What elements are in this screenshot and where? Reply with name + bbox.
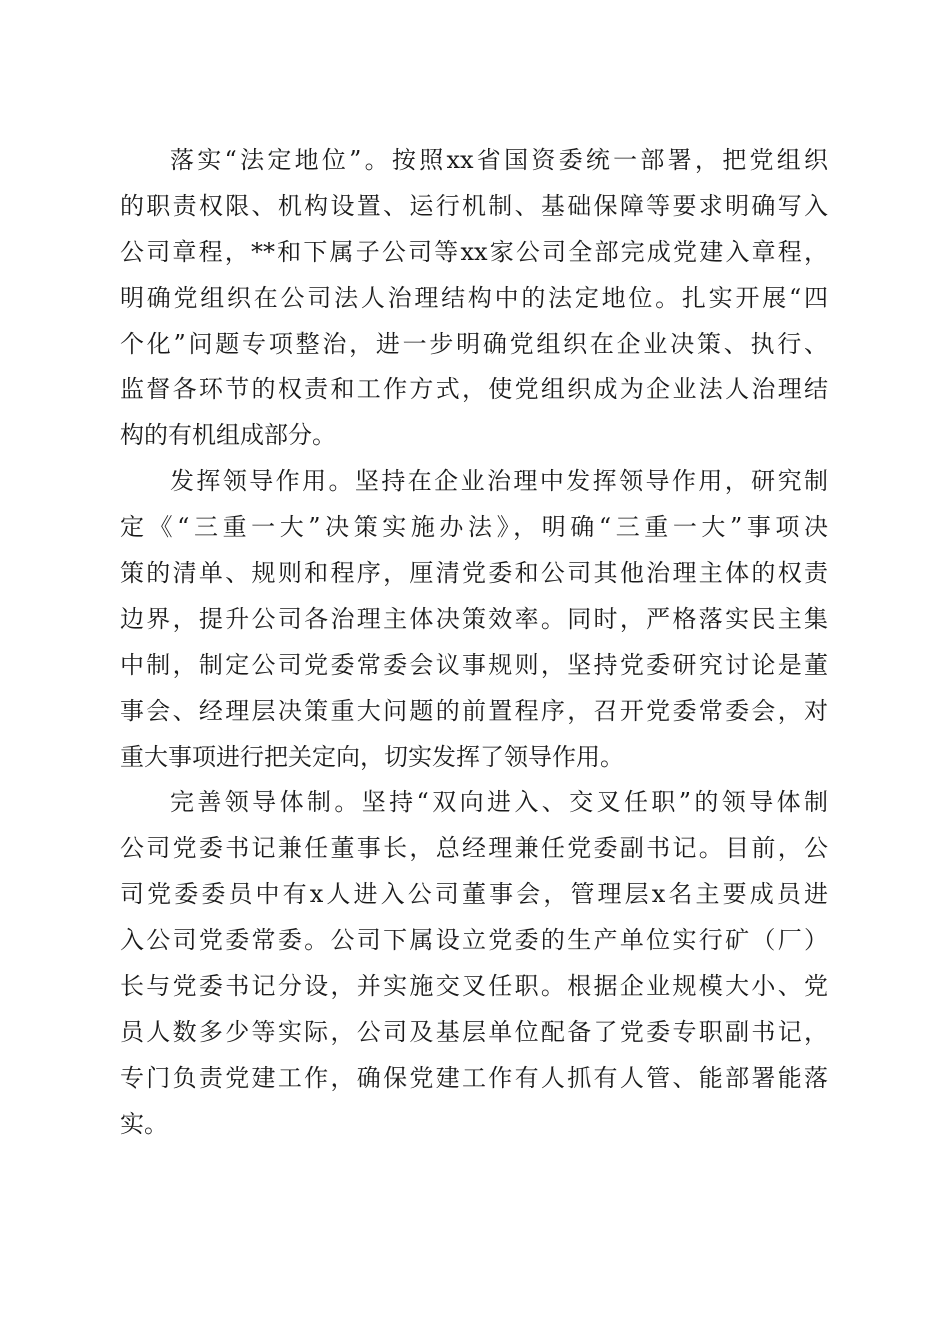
text-line: 员人数多少等实际，公司及基层单位配备了党委专职副书记，: [120, 1017, 828, 1046]
paragraph-statutory-position: [120, 138, 828, 459]
paragraph-leadership-role: [120, 459, 828, 780]
text-line: 边界，提升公司各治理主体决策效率。同时，严格落实民主集: [120, 604, 828, 633]
text-line: 构的有机组成部分。: [120, 421, 336, 450]
document-body: [120, 138, 828, 1148]
text-line: 专门负责党建工作，确保党建工作有人抓有人管、能部署能落: [120, 1063, 828, 1092]
text-line: 明确党组织在公司法人治理结构中的法定地位。扎实开展“四: [120, 283, 828, 312]
text-line: 落实“法定地位”。按照xx省国资委统一部署，把党组织: [170, 146, 828, 174]
text-line: 入公司党委常委。公司下属设立党委的生产单位实行矿（厂）: [120, 926, 828, 955]
text-line: 重大事项进行把关定向，切实发挥了领导作用。: [120, 742, 624, 771]
text-line: 个化”问题专项整治，进一步明确党组织在企业决策、执行、: [120, 329, 828, 358]
text-line: 的职责权限、机构设置、运行机制、基础保障等要求明确写入: [120, 191, 828, 220]
paragraph-leadership-system: [120, 780, 828, 1147]
text-line: 中制，制定公司党委常委会议事规则，坚持党委研究讨论是董: [120, 650, 828, 679]
text-line: 完善领导体制。坚持“双向进入、交叉任职”的领导体制: [170, 788, 828, 817]
text-line: 长与党委书记分设，并实施交叉任职。根据企业规模大小、党: [120, 972, 828, 1001]
text-line: 公司章程，**和下属子公司等xx家公司全部完成党建入章程，: [120, 237, 828, 266]
text-line: 公司党委书记兼任董事长，总经理兼任党委副书记。目前，公: [120, 834, 828, 863]
text-line: 监督各环节的权责和工作方式，使党组织成为企业法人治理结: [120, 375, 828, 404]
text-line: 发挥领导作用。坚持在企业治理中发挥领导作用，研究制: [170, 467, 828, 496]
text-line: 定《“三重一大”决策实施办法》，明确“三重一大”事项决: [120, 513, 828, 542]
text-line: 实。: [120, 1109, 168, 1138]
text-line: 策的清单、规则和程序，厘清党委和公司其他治理主体的权责: [120, 559, 828, 588]
text-line: 司党委委员中有x人进入公司董事会，管理层x名主要成员进: [120, 880, 828, 909]
text-line: 事会、经理层决策重大问题的前置程序，召开党委常委会，对: [120, 696, 828, 725]
